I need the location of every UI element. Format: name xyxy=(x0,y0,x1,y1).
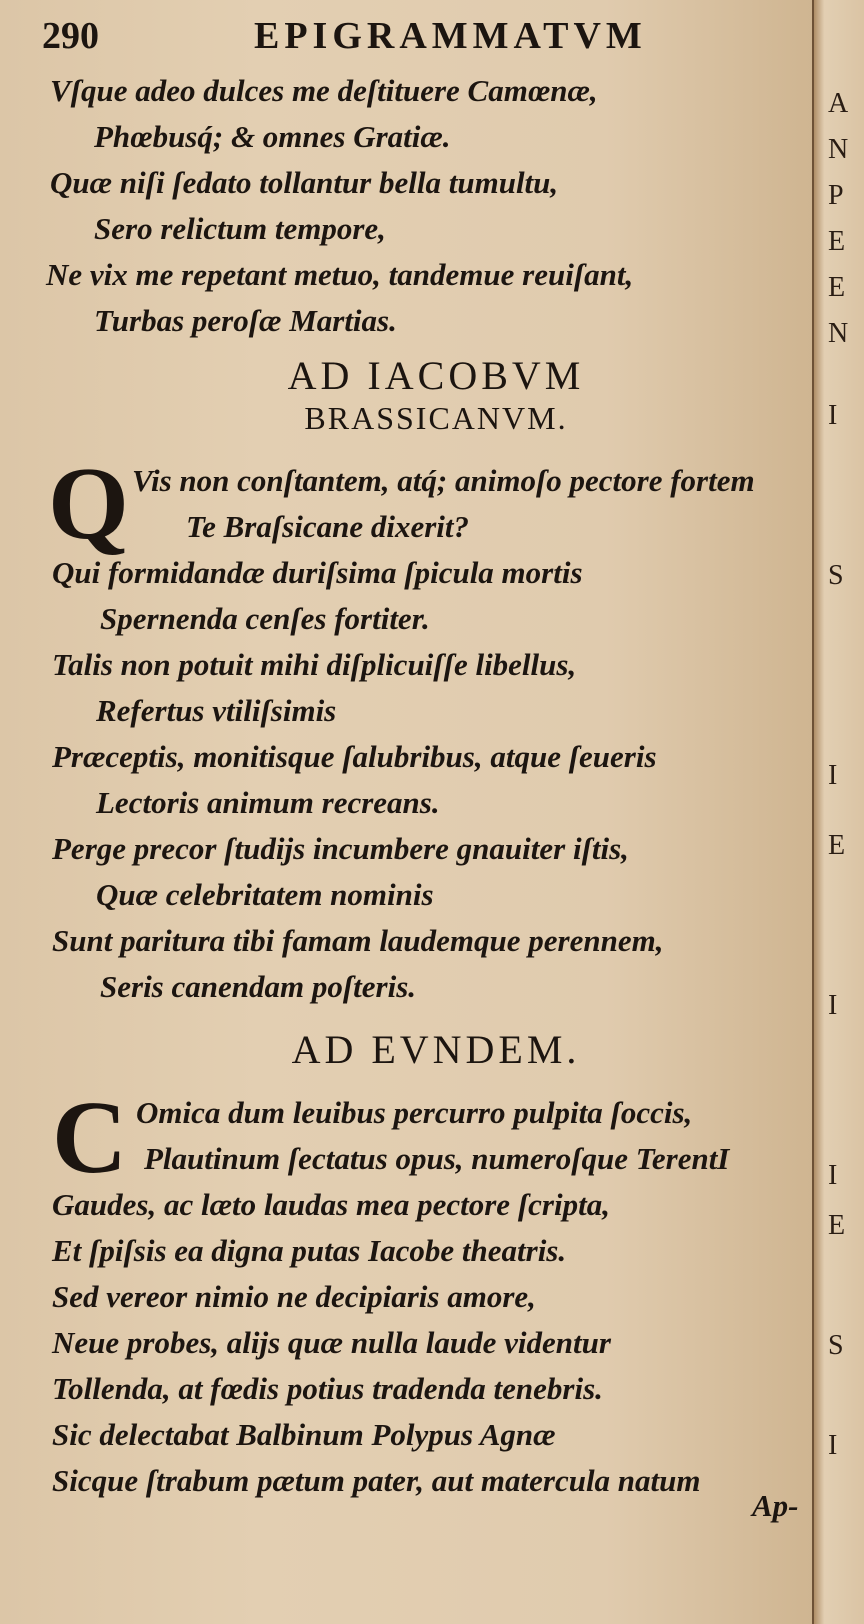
verse-line: Perge precor ſtudijs incumbere gnauiter iſtis, xyxy=(52,831,629,866)
verse-line: Sed vereor nimio ne decipiaris amore, xyxy=(52,1279,536,1314)
verse-line: Ne vix me repetant metuo, tandemue reuiſant, xyxy=(46,257,634,292)
verse-line: Qui formidandæ duriſsima ſpicula mortis xyxy=(52,555,583,590)
verse-line: Et ſpiſsis ea digna putas Iacobe theatris. xyxy=(52,1233,567,1268)
facing-page-letter: I xyxy=(828,990,838,1021)
verse-line: Præceptis, monitisque ſalubribus, atque ſeueris xyxy=(52,739,657,774)
facing-page-letter: E xyxy=(828,830,846,861)
facing-page-letter: I xyxy=(828,1160,838,1191)
verse-line: Vis non conſtantem, atq́; animoſo pectore fortem xyxy=(132,463,755,498)
verse-line: Tollenda, at fœdis potius tradenda tenebris. xyxy=(52,1371,603,1406)
facing-page-letter: E xyxy=(828,226,846,257)
running-head xyxy=(42,14,647,64)
verse-line: Refertus vtiliſsimis xyxy=(96,693,337,728)
verse-line: Phœbusq́; & omnes Gratiæ. xyxy=(94,119,451,154)
verse-line: Turbas peroſæ Martias. xyxy=(94,303,397,338)
facing-page-letter: S xyxy=(828,1330,844,1361)
facing-page-letter: I xyxy=(828,400,838,431)
facing-page-edge xyxy=(812,0,864,1624)
verse-line: Sunt paritura tibi famam laudemque perennem, xyxy=(52,923,664,958)
facing-page-letter: I xyxy=(828,1430,838,1461)
verse-line: Sicque ſtrabum pætum pater, aut matercula natum xyxy=(52,1463,701,1498)
facing-page-letter: A xyxy=(828,88,849,119)
verse-line: Talis non potuit mihi diſplicuiſſe libellus, xyxy=(52,647,577,682)
verse-line: Quæ niſi ſedato tollantur bella tumultu, xyxy=(50,165,559,200)
facing-page-letter: S xyxy=(828,560,844,591)
verse-line: Sic delectabat Balbinum Polypus Agnæ xyxy=(52,1417,556,1452)
verse-line: Omica dum leuibus percurro pulpita ſoccis, xyxy=(136,1095,693,1130)
facing-page-letter: P xyxy=(828,180,844,211)
facing-page-letter: E xyxy=(828,1210,846,1241)
verse-line: Quæ celebritatem nominis xyxy=(96,877,434,912)
poem-title: AD IACOBVM xyxy=(287,353,585,398)
verse-line: Vſque adeo dulces me deſtituere Camœnæ, xyxy=(50,73,598,108)
drop-capital: Q xyxy=(48,446,129,561)
page-number: 290 xyxy=(42,15,99,57)
verse-line: Plautinum ſectatus opus, numeroſque TerentI xyxy=(144,1141,730,1176)
running-title: EPIGRAMMATVM xyxy=(254,15,647,57)
verse-line: Neue probes, alijs quæ nulla laude videntur xyxy=(52,1325,611,1360)
facing-page-letter: I xyxy=(828,760,838,791)
verse-line: Lectoris animum recreans. xyxy=(96,785,440,820)
poem-title: AD EVNDEM. xyxy=(291,1027,581,1072)
verse-line: Sero relictum tempore, xyxy=(94,211,386,246)
facing-page-letter: N xyxy=(828,318,849,349)
catchword: Ap- xyxy=(752,1488,799,1523)
verse-line: Gaudes, ac læto laudas mea pectore ſcripta, xyxy=(52,1187,610,1222)
verse-line: Spernenda cenſes fortiter. xyxy=(100,601,430,636)
verse-line: Te Braſsicane dixerit? xyxy=(186,509,470,544)
drop-capital: C xyxy=(52,1080,128,1195)
facing-page-letter: E xyxy=(828,272,846,303)
verse-line: Seris canendam poſteris. xyxy=(100,969,417,1004)
facing-page-letter: N xyxy=(828,134,849,165)
poem-subtitle: BRASSICANVM. xyxy=(304,400,568,436)
